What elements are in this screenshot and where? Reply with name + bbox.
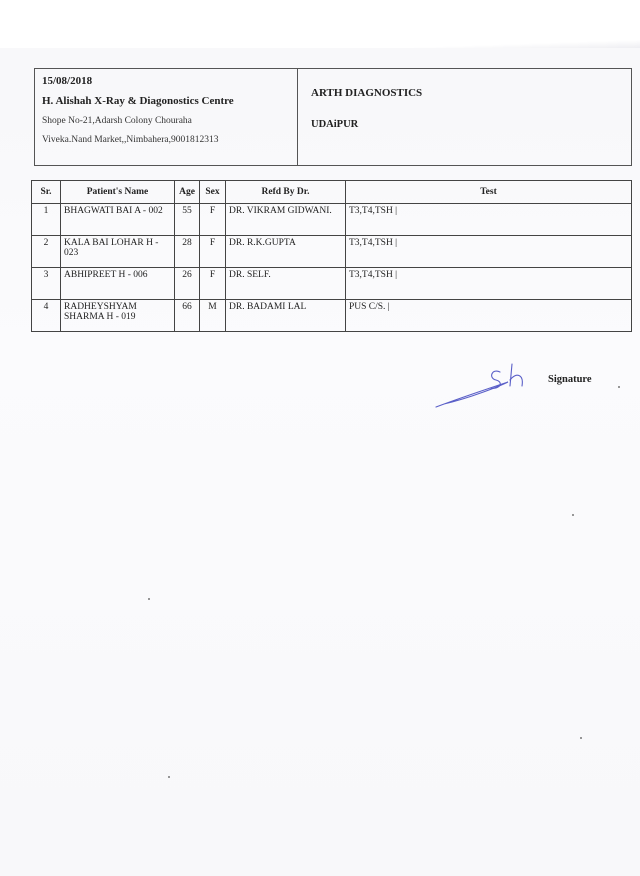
sender-block [42, 75, 292, 145]
col-header-refd-by: Refd By Dr. [226, 181, 346, 204]
table-header-row [32, 181, 632, 204]
table-row [32, 300, 632, 332]
col-header-sr: Sr. [32, 181, 61, 204]
tests-table [31, 180, 632, 332]
cell-doctor: DR. SELF. [226, 268, 346, 300]
cell-age: 28 [175, 236, 200, 268]
cell-sr: 2 [32, 236, 61, 268]
cell-test: PUS C/S. | [346, 300, 632, 332]
col-header-age: Age [175, 181, 200, 204]
cell-age: 66 [175, 300, 200, 332]
cell-test: T3,T4,TSH | [346, 236, 632, 268]
cell-doctor: DR. BADAMI LAL [226, 300, 346, 332]
lab-name: ARTH DIAGNOSTICS [311, 87, 423, 99]
paper-speck [618, 386, 620, 388]
cell-test: T3,T4,TSH | [346, 268, 632, 300]
header-box [34, 68, 632, 166]
table-row [32, 236, 632, 268]
centre-name: H. Alishah X-Ray & Diagonostics Centre [42, 95, 234, 107]
cell-sr: 4 [32, 300, 61, 332]
address-line-1: Shope No-21,Adarsh Colony Chouraha [42, 116, 192, 126]
cell-sex: F [200, 204, 226, 236]
cell-doctor: DR. VIKRAM GIDWANI. [226, 204, 346, 236]
cell-doctor: DR. R.K.GUPTA [226, 236, 346, 268]
signature-stroke [436, 382, 508, 407]
handwritten-signature [430, 362, 540, 412]
address-line-2: Viveka.Nand Market,,Nimbahera,9001812313 [42, 135, 219, 145]
cell-patient-name: BHAGWATI BAI A - 002 [61, 204, 175, 236]
paper-top-edge [0, 0, 640, 48]
col-header-sex: Sex [200, 181, 226, 204]
cell-age: 55 [175, 204, 200, 236]
cell-patient-name: ABHIPREET H - 006 [61, 268, 175, 300]
table-row [32, 204, 632, 236]
signature-stroke [510, 364, 522, 386]
report-date: 15/08/2018 [42, 75, 93, 87]
lab-city: UDAiPUR [311, 119, 359, 130]
cell-age: 26 [175, 268, 200, 300]
cell-patient-name: KALA BAI LOHAR H - 023 [61, 236, 175, 268]
cell-sr: 1 [32, 204, 61, 236]
paper-speck [572, 514, 574, 516]
cell-sex: F [200, 236, 226, 268]
signature-label: Signature [548, 374, 592, 385]
cell-test: T3,T4,TSH | [346, 204, 632, 236]
header-divider [297, 69, 298, 166]
recipient-block [311, 87, 611, 130]
paper-speck [168, 776, 170, 778]
cell-sr: 3 [32, 268, 61, 300]
cell-sex: M [200, 300, 226, 332]
cell-sex: F [200, 268, 226, 300]
table-row [32, 268, 632, 300]
col-header-test: Test [346, 181, 632, 204]
cell-patient-name: RADHEYSHYAM SHARMA H - 019 [61, 300, 175, 332]
paper-speck [580, 737, 582, 739]
col-header-patient-name: Patient's Name [61, 181, 175, 204]
paper-speck [148, 598, 150, 600]
